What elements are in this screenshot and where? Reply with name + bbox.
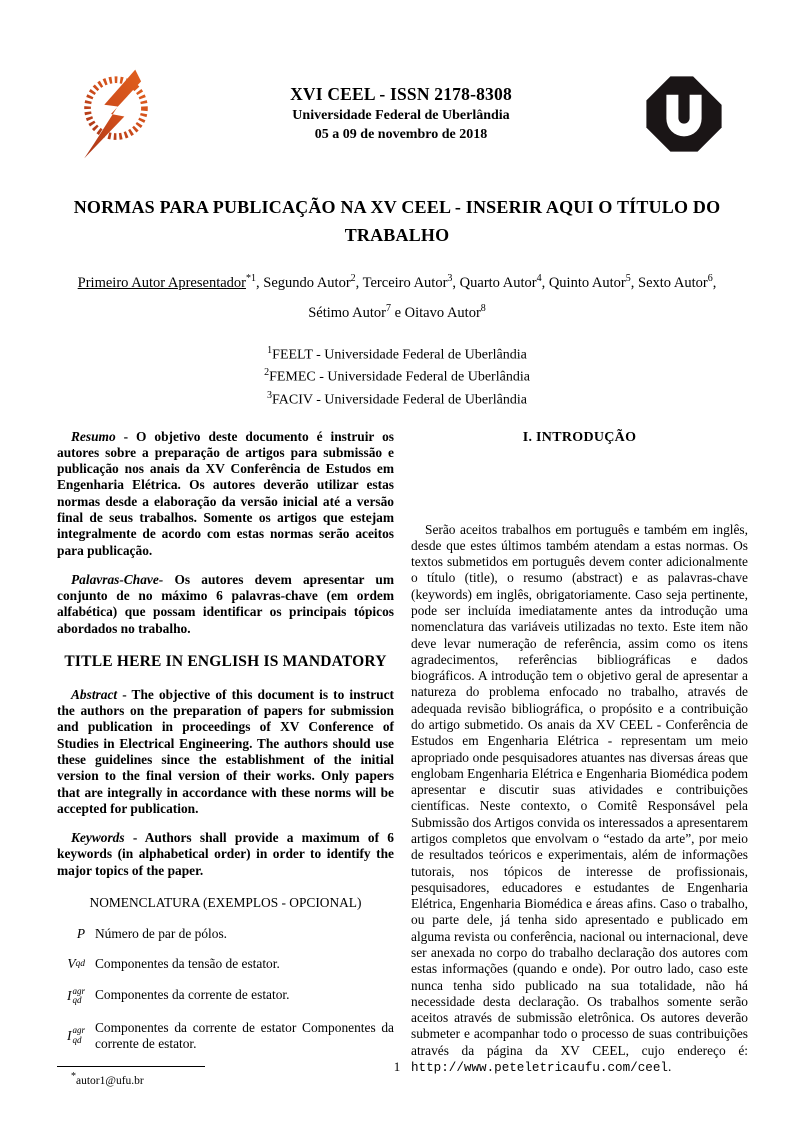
affiliation: $^3$FACIV - Universidade Federal de Uberlândia [267, 389, 527, 408]
authors-line [70, 268, 724, 329]
author: e Oitavo Autor$^8$ [390, 303, 486, 322]
author: , Segundo Autor$^2$ [256, 272, 356, 291]
nomenclature-symbol: V qd [67, 956, 85, 972]
author: , Quinto Autor$^5$ [541, 272, 631, 291]
ceel-url-link[interactable]: http://www.peteletricaufu.com/ceel [411, 1060, 668, 1075]
author: Primeiro Autor Apresentador$^{*1}$ [77, 272, 256, 291]
nomenclature-item [61, 987, 394, 1006]
ceel-lightning-gear-logo [74, 68, 158, 160]
conference-title: XVI CEEL - ISSN 2178-8308 [290, 84, 512, 105]
nomenclature-description: Componentes da tensão de estator. [95, 956, 280, 972]
affiliation: $^1$FEELT - Universidade Federal de Uberlândia [267, 344, 527, 363]
nomenclature-item [61, 1020, 394, 1053]
author: , Quarto Autor$^4$ [452, 272, 542, 291]
introduction-paragraph: Serão aceitos trabalhos em português e também em inglês, desde que estes últimos também atendam a estas normas. Os textos submetidos em português devem conter adicionalmente o título (title), o resumo (abstract) e as palavras-chave (keywords) em inglês, obrigatoriamente. Caso seja pertinente, pode ser incluída imediatamente antes da introdução uma nomenclatura das variáveis utilizadas no texto. Este item não deve levar numeração de referência, assim como os itens agradecimentos, referências bibliográficas e dados biográficos. A introdução tem o objetivo geral de apresentar a natureza do problema enfocado no trabalho, através de adequada revisão bibliográfica, o propósito e a contribuição do artigo submetido. Os anais da XV CEEL - Conferência de Estudos em Engenharia Elétrica - representam um meio apropriado onde pesquisadores atuantes nas diversas áreas que englobam Engenharia Elétrica e Engenharia Biomédica podem apresentar e discutir suas atividades e contribuições científicas. Neste contexto, o Comitê Responsável pela Submissão dos Artigos convida os interessados a apresentarem artigos completos que envolvam o “estado da arte”, por meio de resultados teóricos e experimentais, além de informações tutorais, nos tópicos de interesse de profissionais, pesquisadores, educadores e estudantes de Engenharia Elétrica, Engenharia Biomédica e áreas afins. Caso o trabalho, ou parte dele, já tenha sido apresentado e publicado em alguma revista ou conferência, nacional ou internacional, deve ser anexada no corpo do trabalho declaração dos autores com estas informações (quando e onde). Por outro lado, caso este nunca tenha sido publicado na sua totalidade, não há necessidade desta declaração. Os trabalhos somente serão aceitos através de submissão eletrônica. Os autores deverão submeter e acompanhar todo o processo de suas contribuições através da página da XV CEEL, cujo endereço é: http://www.peteletricaufu.com/ceel. [411, 521, 748, 1075]
author: , Sétimo Autor$^7$ [308, 274, 717, 322]
footnote: *autor1@ufu.br [71, 1071, 144, 1088]
nomenclature-item [61, 956, 394, 972]
nomenclature-item [61, 926, 394, 942]
conference-university: Universidade Federal de Uberlândia [292, 107, 510, 123]
introduction-heading: I. INTRODUÇÃO [522, 429, 637, 445]
palavras-chave-paragraph: Palavras-Chave- Os autores devem apresentar um conjunto de no máximo 6 palavras-chave (em ordem alfabética) que possam identificar os principais tópicos abordados no trabalho. [57, 571, 395, 636]
left-column [57, 429, 394, 1089]
abstract-paragraph: Abstract - The objective of this document is to instruct the authors on the preparation of papers for submission and publication in proceedings of XV Conference of Studies in Electrical Engineering. The authors should use these guidelines since the establishment of the initial version to the final version of their works. Only papers that are integrally in accordance with these norms will be accepted for publication. [57, 686, 394, 816]
english-title-heading: TITLE HERE IN ENGLISH IS MANDATORY [64, 653, 387, 670]
page-title: NORMAS PARA PUBLICAÇÃO NA XV CEEL - INSERIR AQUI O TÍTULO DO TRABALHO [73, 197, 721, 245]
paper-header [0, 0, 794, 160]
header-text-block [158, 83, 644, 144]
right-column [411, 429, 748, 1090]
nomenclature-symbol: I agr qd [67, 1025, 85, 1045]
author: , Sexto Autor$^6$ [630, 272, 713, 291]
conference-dates: 05 a 09 de novembro de 2018 [314, 126, 488, 142]
resumo-paragraph: Resumo - O objetivo deste documento é instruir os autores sobre a preparação de artigos para submissão e publicação nos anais da XV Conferência de Estudos em Engenharia Elétrica. Os autores deverão utilizar estas normas desde a elaboração da versão inicial até a versão final de seus trabalhos. Somente os artigos que estejam integralmente de acordo com estas normas serão aceitos para publicação. [57, 428, 394, 558]
ufu-logo [644, 73, 724, 155]
nomenclature-description: Componentes da corrente de estator. [95, 986, 290, 1002]
nomenclature-symbol: P [76, 926, 85, 942]
nomenclature-description: Número de par de pólos. [95, 926, 228, 942]
author: , Terceiro Autor$^3$ [355, 272, 453, 291]
page-number: 1 [393, 1059, 401, 1074]
nomenclature-description: Componentes da corrente de estator Componentes da corrente de estator. [95, 1019, 394, 1051]
nomenclature-symbol: I agr qd [67, 985, 85, 1006]
nomenclature-heading: NOMENCLATURA (EXEMPLOS - OPCIONAL) [89, 894, 362, 910]
affiliation: $^2$FEMEC - Universidade Federal de Uberlândia [264, 367, 530, 385]
body-columns [0, 411, 794, 1090]
affiliations [0, 343, 794, 411]
keywords-paragraph: Keywords - Authors shall provide a maximum of 6 keywords (in alphabetical order) in order to identify the major topics of the paper. [57, 830, 394, 878]
